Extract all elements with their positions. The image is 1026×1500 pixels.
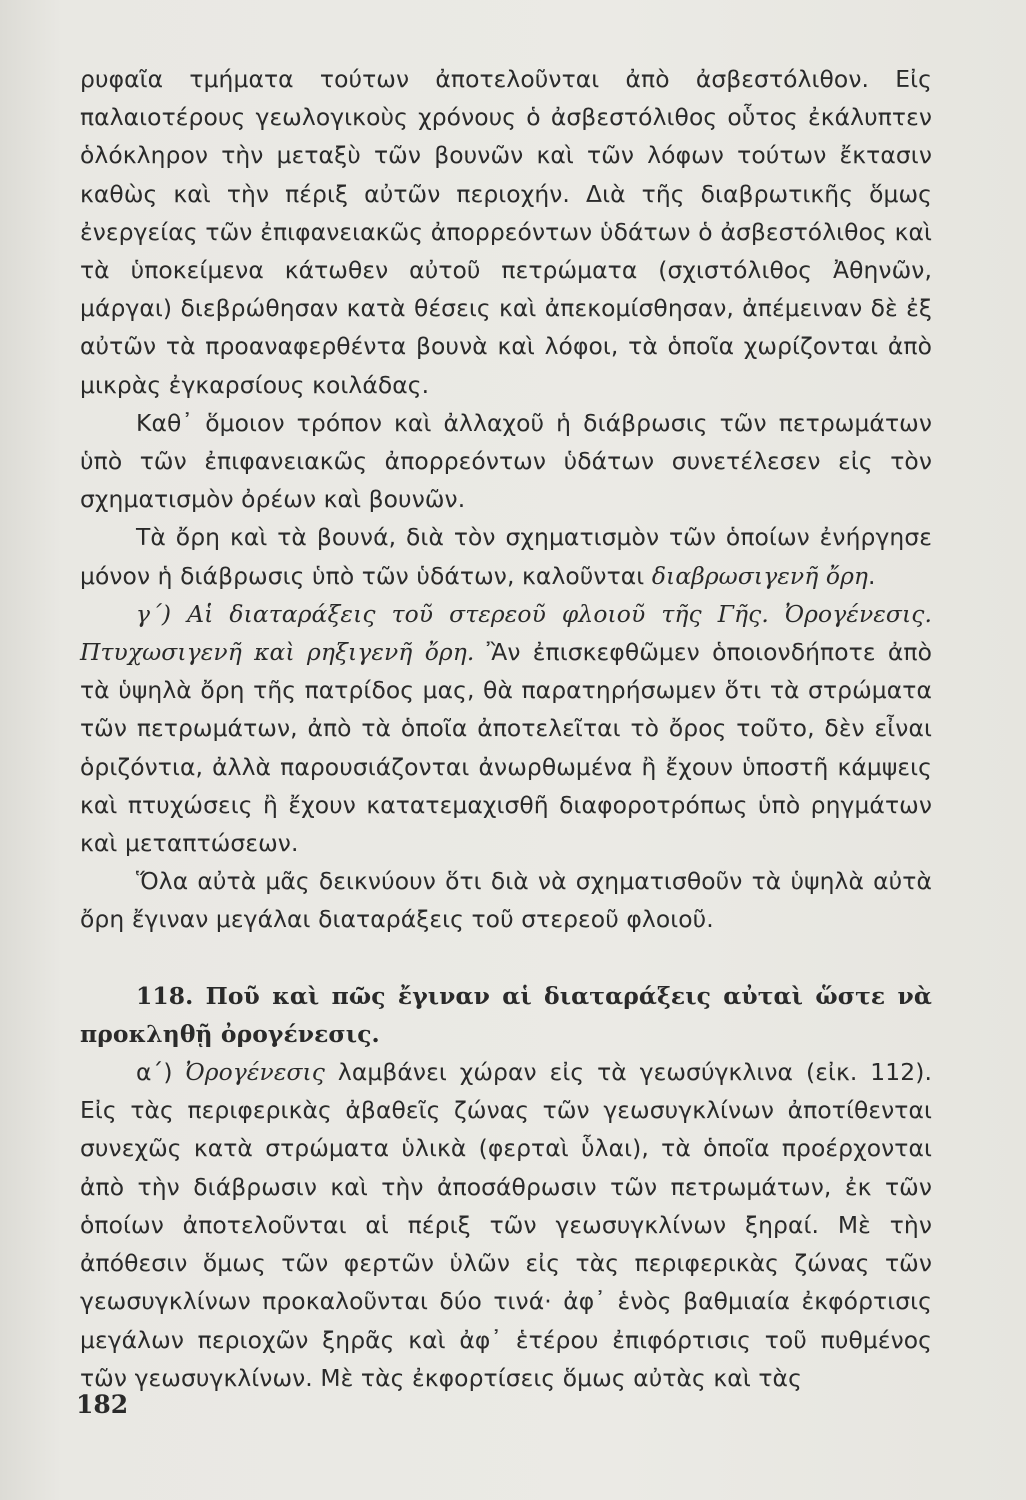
paragraph-3-text: Τὰ ὄρη καὶ τὰ βουνά, διὰ τὸν σχηματισμὸν τῶν ὁποίων ἐνήργησε μόνον ἡ διάβρωσις ὑπὸ τῶν ὑδάτων, καλοῦνται [80, 523, 932, 590]
paragraph-4-text: Ἂν ἐπισκεφθῶμεν ὁποιονδήποτε ἀπὸ τὰ ὑψηλὰ ὄρη τῆς πατρίδος μας, θὰ παρατηρήσωμεν ὅτι τὰ στρώματα τῶν πετρωμάτων, ἀπὸ τὰ ὁποῖα ἀποτελεῖται τὸ ὄρος τοῦτο, δὲν εἶναι ὁριζόντια, ἀλλὰ παρουσιάζονται ἀνωρθωμένα ἢ ἔχουν ὑποστῆ κάμψεις καὶ πτυχώσεις ἢ ἔχουν κατατεμαχισθῆ διαφοροτρόπως ὑπὸ ρηγμάτων καὶ μεταπτώσεων. [80, 638, 932, 858]
paragraph-3-end: . [868, 561, 876, 590]
paragraph-4 [80, 595, 932, 862]
paragraph-3 [80, 518, 932, 594]
term-diavrosigeni-ori: διαβρωσιγενῆ ὄρη [651, 561, 869, 590]
page-text [80, 60, 932, 1397]
paragraph-6-text: λαμβάνει χώραν εἰς τὰ γεωσύγκλινα (εἰκ. 112). Εἰς τὰς περιφερικὰς ἀβαθεῖς ζώνας τῶν γεωσυγκλίνων ἀποτίθενται συνεχῶς κατὰ στρώματα ὑλικὰ (φερταὶ ὗλαι), τὰ ὁποῖα προέρχονται ἀπὸ τὴν διάβρωσιν καὶ τὴν ἀποσάθρωσιν τῶν πετρωμάτων, ἐκ τῶν ὁποίων ἀποτελοῦνται αἱ πέριξ τῶν γεωσυγκλίνων ξηραί. Μὲ τὴν ἀπόθεσιν ὅμως τῶν φερτῶν ὑλῶν εἰς τὰς περιφερικὰς ζώνας τῶν γεωσυγκλίνων προκαλοῦνται δύο τινά· ἀφ᾽ ἑνὸς βαθμιαία ἐκφόρτισις μεγάλων περιοχῶν ξηρᾶς καὶ ἀφ᾽ ἑτέρου ἐπιφόρτισις τοῦ πυθμένος τῶν γεωσυγκλίνων. Μὲ τὰς ἐκφορτίσεις ὅμως αὐτὰς καὶ τὰς [80, 1058, 933, 1392]
paragraph-1: ρυφαῖα τμήματα τούτων ἀποτελοῦνται ἀπὸ ἀσβεστόλιθον. Εἰς παλαιοτέρους γεωλογικοὺς χρόνους ὁ ἀσβεστόλιθος οὗτος ἐκάλυπτεν ὁλόκληρον τὴν μεταξὺ τῶν βουνῶν καὶ τῶν λόφων τούτων ἔκτασιν καθὼς καὶ τὴν πέριξ αὐτῶν περιοχήν. Διὰ τῆς διαβρωτικῆς ὅμως ἐνεργείας τῶν ἐπιφανειακῶς ἀπορρεόντων ὑδάτων ὁ ἀσβεστόλιθος καὶ τὰ ὑποκείμενα κάτωθεν αὐτοῦ πετρώματα (σχιστόλιθος Ἀθηνῶν, μάργαι) διεβρώθησαν κατὰ θέσεις καὶ ἀπεκομίσθησαν, ἀπέμειναν δὲ ἐξ αὐτῶν τὰ προαναφερθέντα βουνὰ καὶ λόφοι, τὰ ὁποῖα χωρίζονται ἀπὸ μικρὰς ἐγκαρσίους κοιλάδας. [80, 65, 932, 399]
subsection-title-gamma: γ΄) Αἱ διαταράξεις τοῦ στερεοῦ φλοιοῦ τῆς Γῆς. Ὀρογένεσις. Πτυχωσιγενῆ καὶ ρηξιγενῆ ὄρη. [80, 599, 932, 667]
paragraph-6 [80, 1053, 932, 1397]
paragraph-2: Καθ᾽ ὅμοιον τρόπον καὶ ἀλλαχοῦ ἡ διάβρωσις τῶν πετρωμάτων ὑπὸ τῶν ἐπιφανειακῶς ἀπορρεόντων ὑδάτων συνετέλεσεν εἰς τὸν σχηματισμὸν ὀρέων καὶ βουνῶν. [80, 408, 932, 514]
paragraph-5: Ὅλα αὐτὰ μᾶς δεικνύουν ὅτι διὰ νὰ σχηματισθοῦν τὰ ὑψηλὰ αὐτὰ ὄρη ἔγιναν μεγάλαι διαταράξεις τοῦ στερεοῦ φλοιοῦ. [80, 867, 932, 934]
paragraph-6-label: α΄) [136, 1058, 186, 1087]
page-number: 182 [76, 1390, 129, 1419]
term-orogenesis: Ὀρογένεσις [185, 1058, 326, 1087]
section-heading-118: 118. Ποῦ καὶ πῶς ἔγιναν αἱ διαταράξεις αὐταὶ ὥστε νὰ προκληθῇ ὀρογένεσις. [80, 981, 932, 1048]
